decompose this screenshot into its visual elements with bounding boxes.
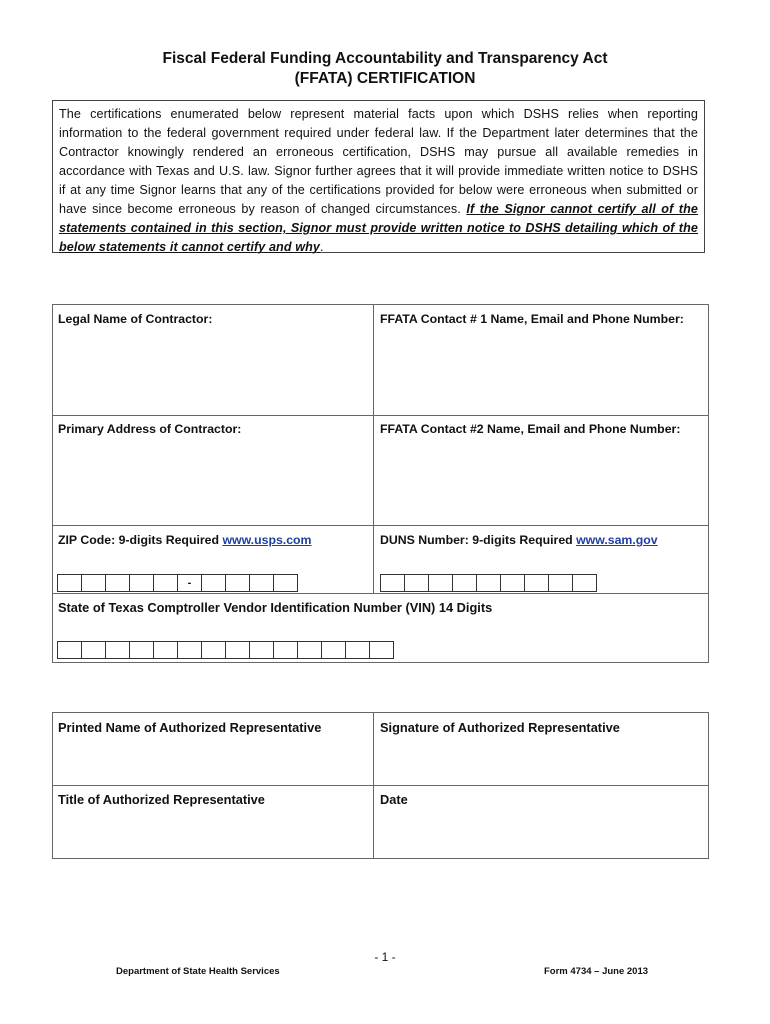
usps-link[interactable]: www.usps.com [222,533,312,547]
vin-digit-box[interactable] [105,641,130,659]
zip-digit-box[interactable] [129,574,154,592]
vin-digit-box[interactable] [345,641,370,659]
duns-digit-boxes [381,574,597,592]
form-title-line1: Fiscal Federal Funding Accountability and Transparency Act [162,50,608,67]
duns-label: DUNS Number: 9-digits Required [380,533,573,547]
vin-digit-boxes [58,641,394,659]
certification-intro [52,100,705,253]
intro-emphasis: If the Signor cannot certify all of the statements contained in this section, Signor must provide written notice to DSHS detailing which of the below statements it cannot certify and why [59,202,698,254]
vin-digit-box[interactable] [201,641,226,659]
signature-label: Signature of Authorized Representative [380,720,620,735]
zip-digit-box[interactable] [225,574,250,592]
vin-label: State of Texas Comptroller Vendor Identification Number (VIN) 14 Digits [58,600,493,615]
duns-digit-box[interactable] [476,574,501,592]
vin-digit-box[interactable] [321,641,346,659]
vin-digit-box[interactable] [297,641,322,659]
vin-digit-box[interactable] [249,641,274,659]
legal-name-label: Legal Name of Contractor: [58,312,213,326]
representative-table [52,712,709,859]
page-number: - 1 - [374,950,396,964]
zip-digit-boxes [58,574,298,592]
vin-digit-box[interactable] [153,641,178,659]
footer-department: Department of State Health Services [116,966,280,977]
date-cell[interactable] [373,785,709,859]
footer-form-number: Form 4734 – June 2013 [544,966,649,977]
duns-digit-box[interactable] [572,574,597,592]
address-label: Primary Address of Contractor: [58,422,242,436]
zip-digit-box[interactable] [105,574,130,592]
vin-digit-box[interactable] [225,641,250,659]
duns-digit-box[interactable] [404,574,429,592]
vin-digit-box[interactable] [177,641,202,659]
zip-digit-box[interactable] [153,574,178,592]
zip-label: ZIP Code: 9-digits Required [58,533,220,547]
date-label: Date [380,792,408,807]
vin-digit-box[interactable] [81,641,106,659]
vin-digit-box[interactable] [129,641,154,659]
zip-digit-box[interactable] [273,574,298,592]
zip-label-line [58,533,312,547]
vin-digit-box[interactable] [57,641,82,659]
vin-digit-box[interactable] [369,641,394,659]
title-label: Title of Authorized Representative [58,792,265,807]
duns-digit-box[interactable] [428,574,453,592]
form-title-line2: (FFATA) CERTIFICATION [294,70,476,87]
contact1-label: FFATA Contact # 1 Name, Email and Phone Number: [380,312,684,326]
zip-digit-box[interactable] [57,574,82,592]
intro-end: . [320,240,324,254]
duns-digit-box[interactable] [452,574,477,592]
zip-digit-box[interactable] [249,574,274,592]
contractor-info-table [52,304,709,663]
intro-text: The certifications enumerated below represent material facts upon which DSHS relies when reporting information to the federal government required under federal law. If the Department later determines that the Contractor knowingly rendered an erroneous certification, DSHS may pursue all available remedies in accordance with Texas and U.S. law. Signor further agrees that it will provide immediate written notice to DSHS if at any time Signor learns that any of the certifications provided for below were erroneous when submitted or have since become erroneous by reason of changed circumstances. [59,107,698,216]
zip-digit-box[interactable] [201,574,226,592]
duns-label-line [380,533,658,547]
duns-digit-box[interactable] [548,574,573,592]
duns-digit-box[interactable] [500,574,525,592]
vin-digit-box[interactable] [273,641,298,659]
printed-name-label: Printed Name of Authorized Representative [58,720,322,735]
zip-separator: - [177,574,202,592]
duns-digit-box[interactable] [524,574,549,592]
contact2-label: FFATA Contact #2 Name, Email and Phone Number: [380,422,681,436]
duns-digit-box[interactable] [380,574,405,592]
zip-digit-box[interactable] [81,574,106,592]
sam-link[interactable]: www.sam.gov [576,533,658,547]
